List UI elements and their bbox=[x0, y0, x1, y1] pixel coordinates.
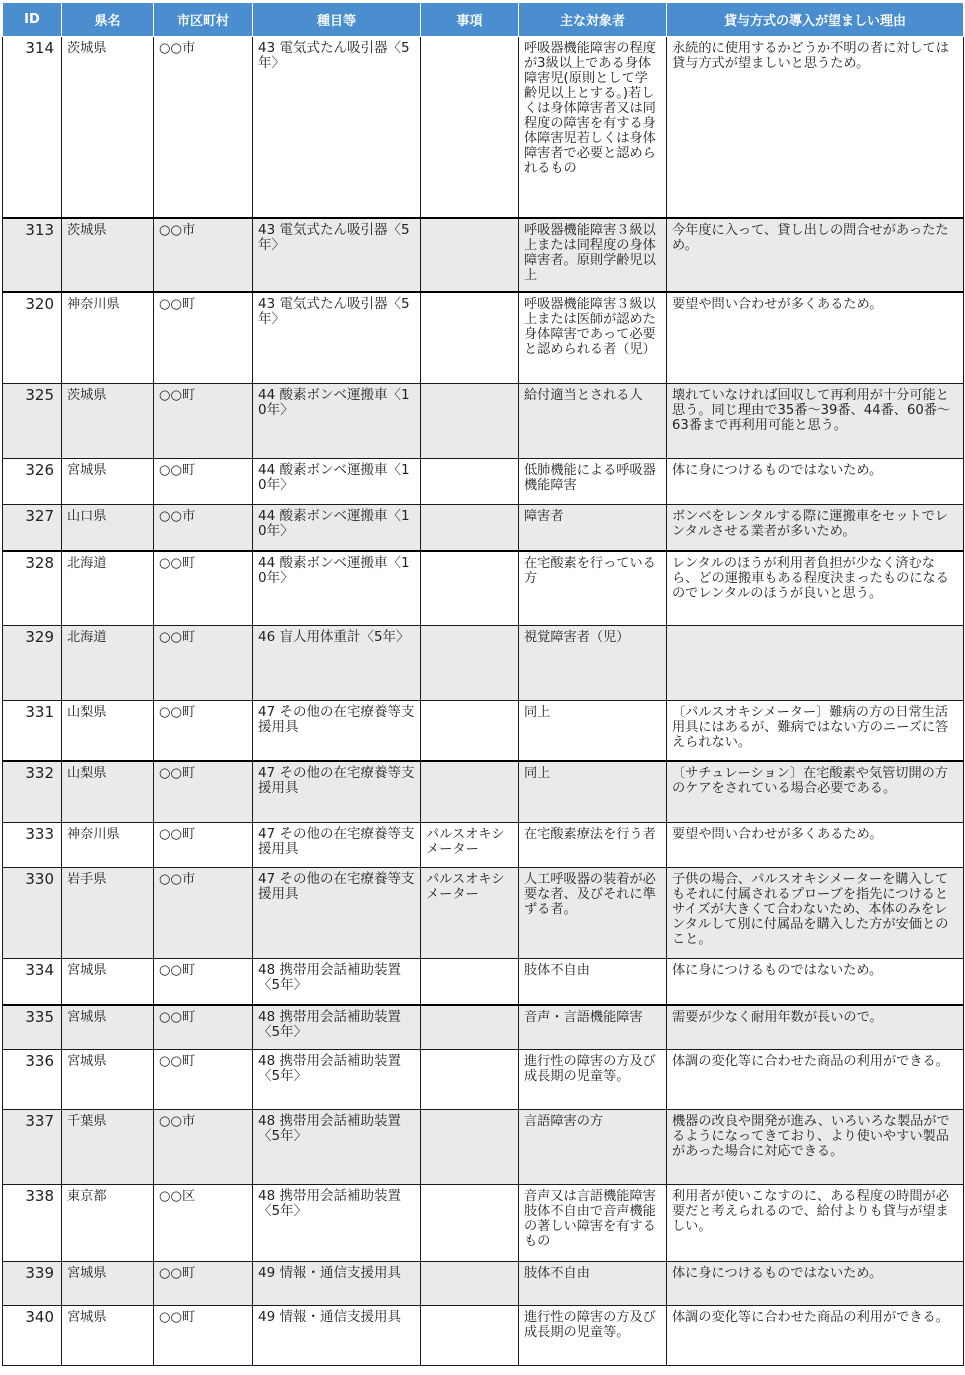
table-row bbox=[3, 459, 964, 505]
cell-matter bbox=[421, 292, 519, 384]
cell-municipality: ○○町 bbox=[154, 1306, 253, 1366]
cell-id: 337 bbox=[3, 1110, 62, 1185]
survey-table bbox=[2, 2, 964, 1366]
cell-reason: 永続的に使用するかどうか不明の者に対しては貸与方式が望ましいと思うため。 bbox=[667, 37, 964, 218]
cell-item-type: 49 情報・通信支援用具 bbox=[253, 1306, 421, 1366]
cell-municipality: ○○市 bbox=[154, 218, 253, 292]
cell-matter bbox=[421, 761, 519, 823]
cell-reason: 利用者が使いこなすのに、ある程度の時間が必要だと考えられるので、給付よりも貸与が望ましい。 bbox=[667, 1185, 964, 1262]
cell-id: 329 bbox=[3, 626, 62, 701]
cell-target: 進行性の障害の方及び成長期の児童等。 bbox=[519, 1306, 667, 1366]
cell-reason: 需要が少なく耐用年数が長いので。 bbox=[667, 1005, 964, 1050]
header-row bbox=[3, 3, 964, 37]
header-municipality: 市区町村 bbox=[154, 3, 253, 37]
cell-matter bbox=[421, 505, 519, 551]
cell-matter bbox=[421, 384, 519, 459]
cell-reason: 要望や問い合わせが多くあるため。 bbox=[667, 823, 964, 868]
cell-reason: 機器の改良や開発が進み、いろいろな製品がでるようになってきており、より使いやすい製品があった場合に対応できる。 bbox=[667, 1110, 964, 1185]
cell-id: 338 bbox=[3, 1185, 62, 1262]
cell-reason: 子供の場合、パルスオキシメーターを購入してもそれに付属されるプローブを指先につけるとサイズが大きくて合わないため、本体のみをレンタルして別に付属品を購入した方が安価とのこと。 bbox=[667, 868, 964, 959]
header-reason: 貸与方式の導入が望ましい理由 bbox=[667, 3, 964, 37]
table-row bbox=[3, 37, 964, 218]
cell-prefecture: 山梨県 bbox=[62, 761, 154, 823]
cell-item-type: 47 その他の在宅療養等支援用具 bbox=[253, 701, 421, 761]
cell-id: 313 bbox=[3, 218, 62, 292]
cell-municipality: ○○市 bbox=[154, 505, 253, 551]
cell-target: 同上 bbox=[519, 701, 667, 761]
header-matter: 事項 bbox=[421, 3, 519, 37]
cell-item-type: 44 酸素ボンベ運搬車〈10年〉 bbox=[253, 551, 421, 626]
cell-target: 呼吸器機能障害３級以上または医師が認めた身体障害であって必要と認められる者（児） bbox=[519, 292, 667, 384]
cell-id: 339 bbox=[3, 1262, 62, 1306]
cell-id: 331 bbox=[3, 701, 62, 761]
table-row bbox=[3, 1262, 964, 1306]
cell-municipality: ○○町 bbox=[154, 959, 253, 1005]
cell-municipality: ○○町 bbox=[154, 551, 253, 626]
cell-prefecture: 神奈川県 bbox=[62, 823, 154, 868]
cell-target: 人工呼吸器の装着が必要な者、及びそれに準ずる者。 bbox=[519, 868, 667, 959]
cell-matter bbox=[421, 459, 519, 505]
cell-id: 333 bbox=[3, 823, 62, 868]
cell-prefecture: 千葉県 bbox=[62, 1110, 154, 1185]
cell-target: 視覚障害者（児） bbox=[519, 626, 667, 701]
cell-id: 328 bbox=[3, 551, 62, 626]
cell-prefecture: 神奈川県 bbox=[62, 292, 154, 384]
table-row bbox=[3, 1110, 964, 1185]
cell-id: 327 bbox=[3, 505, 62, 551]
cell-municipality: ○○市 bbox=[154, 868, 253, 959]
table-header bbox=[3, 3, 964, 37]
table-row bbox=[3, 701, 964, 761]
cell-target: 給付適当とされる人 bbox=[519, 384, 667, 459]
table-row bbox=[3, 292, 964, 384]
cell-reason: 要望や問い合わせが多くあるため。 bbox=[667, 292, 964, 384]
cell-id: 332 bbox=[3, 761, 62, 823]
cell-target: 低肺機能による呼吸器機能障害 bbox=[519, 459, 667, 505]
table-row bbox=[3, 626, 964, 701]
cell-matter: パルスオキシメーター bbox=[421, 868, 519, 959]
cell-item-type: 47 その他の在宅療養等支援用具 bbox=[253, 868, 421, 959]
cell-item-type: 48 携帯用会話補助装置〈5年〉 bbox=[253, 1185, 421, 1262]
cell-reason: 体に身につけるものではないため。 bbox=[667, 459, 964, 505]
table-row bbox=[3, 1185, 964, 1262]
cell-municipality: ○○区 bbox=[154, 1185, 253, 1262]
cell-matter bbox=[421, 1005, 519, 1050]
cell-reason: 〔サチュレーション〕在宅酸素や気管切開の方のケアをされている場合必要である。 bbox=[667, 761, 964, 823]
cell-matter bbox=[421, 551, 519, 626]
cell-matter: パルスオキシメーター bbox=[421, 823, 519, 868]
cell-municipality: ○○町 bbox=[154, 626, 253, 701]
cell-matter bbox=[421, 1185, 519, 1262]
cell-reason bbox=[667, 626, 964, 701]
cell-item-type: 48 携帯用会話補助装置〈5年〉 bbox=[253, 1005, 421, 1050]
cell-item-type: 47 その他の在宅療養等支援用具 bbox=[253, 761, 421, 823]
cell-item-type: 43 電気式たん吸引器〈5年〉 bbox=[253, 292, 421, 384]
cell-item-type: 44 酸素ボンベ運搬車〈10年〉 bbox=[253, 459, 421, 505]
table-row bbox=[3, 1005, 964, 1050]
cell-matter bbox=[421, 1050, 519, 1110]
cell-municipality: ○○市 bbox=[154, 1110, 253, 1185]
header-id: ID bbox=[3, 3, 62, 37]
table-row bbox=[3, 551, 964, 626]
header-item-type: 種目等 bbox=[253, 3, 421, 37]
cell-item-type: 48 携帯用会話補助装置〈5年〉 bbox=[253, 959, 421, 1005]
cell-id: 326 bbox=[3, 459, 62, 505]
cell-id: 320 bbox=[3, 292, 62, 384]
cell-id: 325 bbox=[3, 384, 62, 459]
cell-matter bbox=[421, 959, 519, 1005]
cell-target: 呼吸器機能障害の程度が3級以上である身体障害児(原則として学齢児以上とする。)若しくは身体障害者又は同程度の障害を有する身体障害児若しくは身体障害者で必要と認められるもの bbox=[519, 37, 667, 218]
cell-target: 肢体不自由 bbox=[519, 959, 667, 1005]
cell-reason: 体調の変化等に合わせた商品の利用ができる。 bbox=[667, 1050, 964, 1110]
cell-target: 言語障害の方 bbox=[519, 1110, 667, 1185]
cell-municipality: ○○町 bbox=[154, 292, 253, 384]
cell-prefecture: 茨城県 bbox=[62, 218, 154, 292]
table-row bbox=[3, 1306, 964, 1366]
cell-municipality: ○○町 bbox=[154, 1262, 253, 1306]
cell-prefecture: 茨城県 bbox=[62, 384, 154, 459]
table-row bbox=[3, 505, 964, 551]
table-row bbox=[3, 823, 964, 868]
cell-item-type: 47 その他の在宅療養等支援用具 bbox=[253, 823, 421, 868]
cell-matter bbox=[421, 1110, 519, 1185]
cell-prefecture: 山梨県 bbox=[62, 701, 154, 761]
cell-target: 音声・言語機能障害 bbox=[519, 1005, 667, 1050]
cell-item-type: 49 情報・通信支援用具 bbox=[253, 1262, 421, 1306]
cell-matter bbox=[421, 218, 519, 292]
table-body bbox=[3, 37, 964, 1366]
cell-prefecture: 宮城県 bbox=[62, 1050, 154, 1110]
cell-prefecture: 東京都 bbox=[62, 1185, 154, 1262]
header-target: 主な対象者 bbox=[519, 3, 667, 37]
cell-municipality: ○○市 bbox=[154, 37, 253, 218]
cell-prefecture: 北海道 bbox=[62, 626, 154, 701]
cell-id: 335 bbox=[3, 1005, 62, 1050]
cell-municipality: ○○町 bbox=[154, 1005, 253, 1050]
cell-prefecture: 北海道 bbox=[62, 551, 154, 626]
cell-municipality: ○○町 bbox=[154, 1050, 253, 1110]
cell-prefecture: 茨城県 bbox=[62, 37, 154, 218]
cell-reason: 体に身につけるものではないため。 bbox=[667, 959, 964, 1005]
cell-target: 同上 bbox=[519, 761, 667, 823]
cell-prefecture: 宮城県 bbox=[62, 1262, 154, 1306]
table-row bbox=[3, 218, 964, 292]
cell-item-type: 46 盲人用体重計〈5年〉 bbox=[253, 626, 421, 701]
cell-matter bbox=[421, 37, 519, 218]
cell-id: 314 bbox=[3, 37, 62, 218]
cell-municipality: ○○町 bbox=[154, 761, 253, 823]
cell-reason: 体に身につけるものではないため。 bbox=[667, 1262, 964, 1306]
table-row bbox=[3, 1050, 964, 1110]
cell-reason: 壊れていなければ回収して再利用が十分可能と思う。同じ理由で35番～39番、44番、60番～63番まで再利用可能と思う。 bbox=[667, 384, 964, 459]
cell-matter bbox=[421, 626, 519, 701]
cell-municipality: ○○町 bbox=[154, 701, 253, 761]
cell-item-type: 44 酸素ボンベ運搬車〈10年〉 bbox=[253, 505, 421, 551]
cell-item-type: 43 電気式たん吸引器〈5年〉 bbox=[253, 37, 421, 218]
table-row bbox=[3, 868, 964, 959]
cell-municipality: ○○町 bbox=[154, 384, 253, 459]
cell-item-type: 43 電気式たん吸引器〈5年〉 bbox=[253, 218, 421, 292]
header-prefecture: 県名 bbox=[62, 3, 154, 37]
cell-item-type: 48 携帯用会話補助装置〈5年〉 bbox=[253, 1050, 421, 1110]
cell-reason: 〔パルスオキシメーター〕難病の方の日常生活用具にはあるが、難病ではない方のニーズに答えられない。 bbox=[667, 701, 964, 761]
cell-municipality: ○○町 bbox=[154, 459, 253, 505]
cell-item-type: 48 携帯用会話補助装置〈5年〉 bbox=[253, 1110, 421, 1185]
cell-item-type: 44 酸素ボンベ運搬車〈10年〉 bbox=[253, 384, 421, 459]
cell-prefecture: 宮城県 bbox=[62, 459, 154, 505]
cell-target: 在宅酸素を行っている方 bbox=[519, 551, 667, 626]
cell-prefecture: 宮城県 bbox=[62, 1005, 154, 1050]
table-row bbox=[3, 384, 964, 459]
cell-matter bbox=[421, 1306, 519, 1366]
cell-target: 障害者 bbox=[519, 505, 667, 551]
table-row bbox=[3, 761, 964, 823]
cell-reason: 体調の変化等に合わせた商品の利用ができる。 bbox=[667, 1306, 964, 1366]
cell-prefecture: 山口県 bbox=[62, 505, 154, 551]
cell-prefecture: 岩手県 bbox=[62, 868, 154, 959]
cell-reason: レンタルのほうが利用者負担が少なく済むなら、どの運搬車もある程度決まったものになるのでレンタルのほうが良いと思う。 bbox=[667, 551, 964, 626]
cell-prefecture: 宮城県 bbox=[62, 1306, 154, 1366]
cell-target: 肢体不自由 bbox=[519, 1262, 667, 1306]
table-row bbox=[3, 959, 964, 1005]
cell-matter bbox=[421, 701, 519, 761]
cell-municipality: ○○町 bbox=[154, 823, 253, 868]
cell-reason: ボンベをレンタルする際に運搬車をセットでレンタルさせる業者が多いため。 bbox=[667, 505, 964, 551]
cell-id: 334 bbox=[3, 959, 62, 1005]
cell-reason: 今年度に入って、貸し出しの問合せがあったため。 bbox=[667, 218, 964, 292]
cell-prefecture: 宮城県 bbox=[62, 959, 154, 1005]
cell-target: 音声又は言語機能障害肢体不自由で音声機能の著しい障害を有するもの bbox=[519, 1185, 667, 1262]
cell-id: 340 bbox=[3, 1306, 62, 1366]
cell-id: 336 bbox=[3, 1050, 62, 1110]
cell-target: 在宅酸素療法を行う者 bbox=[519, 823, 667, 868]
cell-id: 330 bbox=[3, 868, 62, 959]
cell-target: 進行性の障害の方及び成長期の児童等。 bbox=[519, 1050, 667, 1110]
cell-matter bbox=[421, 1262, 519, 1306]
cell-target: 呼吸器機能障害３級以上または同程度の身体障害者。原則学齢児以上 bbox=[519, 218, 667, 292]
